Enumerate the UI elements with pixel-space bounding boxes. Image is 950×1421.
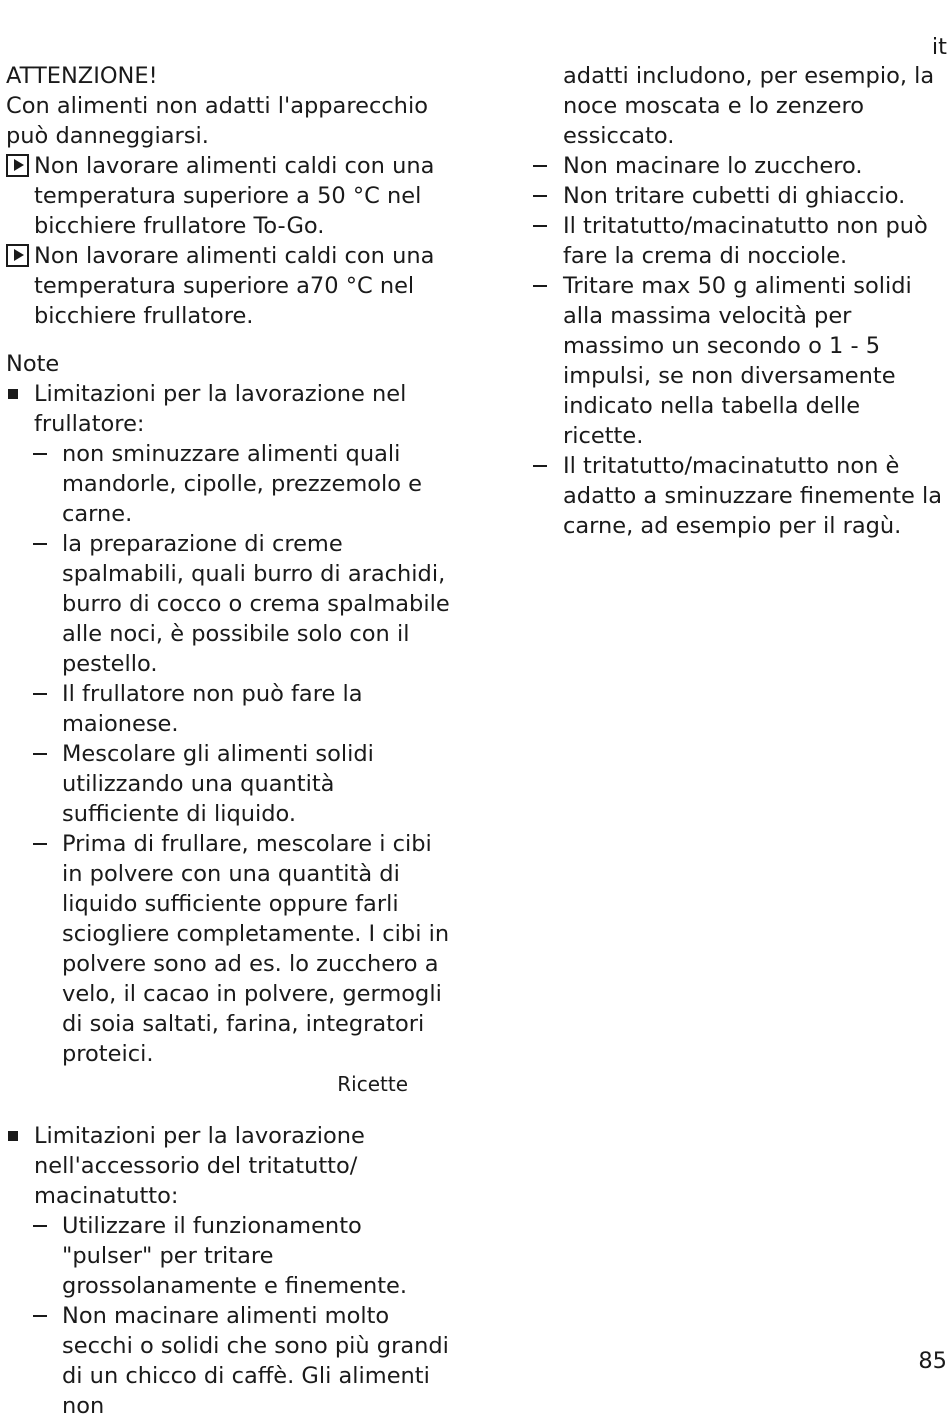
dash-bullet-icon: [33, 1225, 47, 1227]
dash-text: Non tritare cubetti di ghiaccio.: [563, 183, 906, 209]
play-step-icon: [6, 154, 29, 177]
dash-text: Tritare max 50 g alimenti solidi alla massima velocità per massimo un secondo o 1 - 5 impulsi, se non diversamente indicato nella tabella delle ricette.: [563, 273, 912, 449]
dash-item: [6, 1211, 450, 1301]
dash-bullet-icon: [533, 465, 547, 467]
page-number: 85: [918, 1348, 947, 1374]
dash-bullet-icon: [33, 843, 47, 845]
dash-text: Mescolare gli alimenti solidi utilizzando una quantità sufficiente di liquido.: [62, 741, 374, 827]
dash-item: [533, 181, 945, 211]
dash-bullet-icon: [533, 225, 547, 227]
dash-item: [533, 451, 945, 541]
bullet-item: [6, 379, 450, 439]
dash-text: Il tritatutto/macinatutto non può fare la crema di nocciole.: [563, 213, 928, 269]
dash-bullet-icon: [33, 1315, 47, 1317]
bullet-item: [6, 1121, 450, 1211]
dash-item: [6, 829, 450, 1069]
dash-bullet-icon: [33, 453, 47, 455]
dash-item: [6, 1301, 450, 1421]
dash-text: la preparazione di creme spalmabili, quali burro di arachidi, burro di cocco o crema spalmabile alle noci, è possibile solo con il pestello.: [62, 531, 450, 677]
play-step-icon: [6, 244, 29, 267]
dash-item: [533, 211, 945, 271]
dash-bullet-icon: [33, 543, 47, 545]
square-bullet-icon: [8, 1131, 18, 1141]
dash-text: Non macinare alimenti molto secchi o solidi che sono più grandi di un chicco di caffè. Gli alimenti non: [62, 1303, 449, 1419]
dash-text: Prima di frullare, mescolare i cibi in polvere con una quantità di liquido sufficiente oppure farli sciogliere completamente. I cibi in polvere sono ad es. lo zucchero a velo, il cacao in polvere, germogli di soia saltati, farina, integratori proteici.: [62, 831, 450, 1067]
dash-bullet-icon: [33, 693, 47, 695]
warning-step-text: Non lavorare alimenti caldi con una temperatura superiore a 50 °C nel bicchiere frullatore To-Go.: [34, 153, 435, 239]
warning-text: Con alimenti non adatti l'apparecchio può danneggiarsi.: [6, 93, 428, 149]
recipes-reference: Ricette: [337, 1072, 408, 1096]
left-column: [6, 61, 450, 1421]
warning-step-text: Non lavorare alimenti caldi con una temperatura superiore a70 °C nel bicchiere frullatore.: [34, 243, 435, 329]
dash-text: non sminuzzare alimenti quali mandorle, cipolle, prezzemolo e carne.: [62, 441, 423, 527]
dash-item: [6, 739, 450, 829]
dash-text: Non macinare lo zucchero.: [563, 153, 863, 179]
square-bullet-icon: [8, 389, 18, 399]
dash-text: Il tritatutto/macinatutto non è adatto a sminuzzare finemente la carne, ad esempio per il ragù.: [563, 453, 943, 539]
dash-item: [6, 439, 450, 529]
warning-step: [6, 151, 450, 241]
dash-item: [6, 679, 450, 739]
bullet-text: Limitazioni per la lavorazione nel frullatore:: [34, 381, 407, 437]
dash-text: Il frullatore non può fare la maionese.: [62, 681, 363, 737]
dash-bullet-icon: [533, 165, 547, 167]
warning-step: [6, 241, 450, 331]
dash-item: [533, 271, 945, 451]
bullet-text: Limitazioni per la lavorazione nell'accessorio del tritatutto/ macinatutto:: [34, 1123, 365, 1209]
dash-text: Utilizzare il funzionamento "pulser" per tritare grossolanamente e finemente.: [62, 1213, 408, 1299]
language-marker: it: [931, 34, 947, 60]
dash-item: [533, 151, 945, 181]
dash-bullet-icon: [33, 753, 47, 755]
dash-bullet-icon: [533, 285, 547, 287]
continuation-text: adatti includono, per esempio, la noce moscata e lo zenzero essiccato.: [563, 63, 935, 149]
dash-item: [6, 529, 450, 679]
warning-title: ATTENZIONE!: [6, 63, 158, 89]
right-column: [533, 61, 945, 541]
dash-bullet-icon: [533, 195, 547, 197]
note-title: Note: [6, 351, 60, 377]
